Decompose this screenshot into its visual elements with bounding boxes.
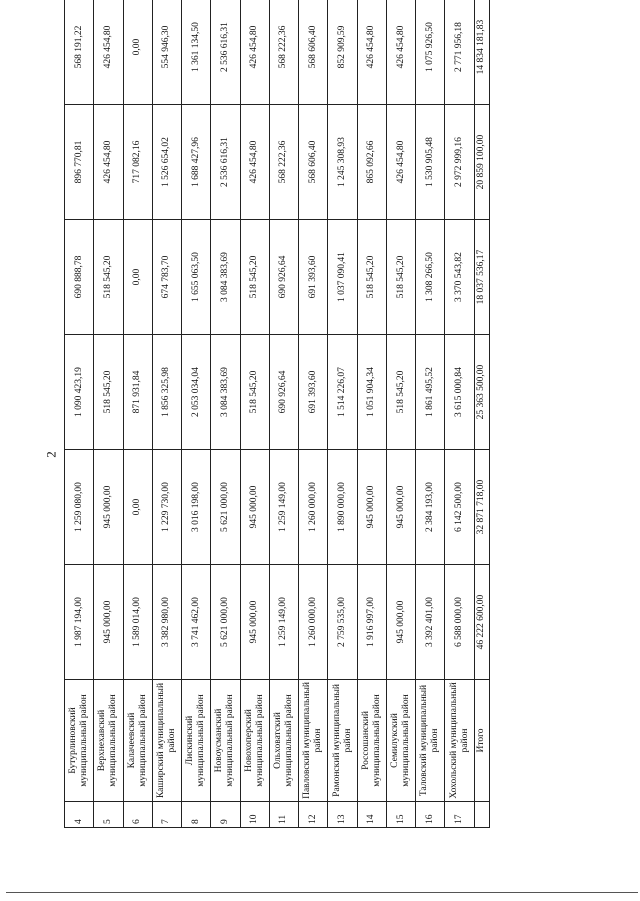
value-cell: 1 361 134,50	[182, 0, 211, 105]
value-cell: 945 000,00	[240, 565, 269, 680]
value-cell: 5 621 000,00	[211, 450, 240, 565]
value-cell: 426 454,80	[386, 105, 415, 220]
value-cell: 3 084 383,69	[211, 335, 240, 450]
value-cell: 0,00	[123, 0, 152, 105]
table-row	[445, 0, 474, 828]
value-cell: 690 926,64	[269, 220, 298, 335]
value-cell: 690 888,78	[65, 220, 94, 335]
row-number: 7	[152, 802, 181, 828]
row-number: 12	[299, 802, 328, 828]
total-value-cell: 32 871 718,00	[474, 450, 489, 565]
value-cell: 1 229 730,00	[152, 450, 181, 565]
value-cell: 896 770,81	[65, 105, 94, 220]
table-row	[152, 0, 181, 828]
district-name: Бутурлиновский муниципальный район	[65, 680, 94, 802]
value-cell: 1 526 654,02	[152, 105, 181, 220]
value-cell: 3 392 401,00	[416, 565, 445, 680]
total-number-cell	[474, 802, 489, 828]
row-number: 11	[269, 802, 298, 828]
row-number: 6	[123, 802, 152, 828]
value-cell: 3 084 383,69	[211, 220, 240, 335]
row-number: 15	[386, 802, 415, 828]
value-cell: 1 051 904,34	[357, 335, 386, 450]
district-name: Павловский муниципальный район	[299, 680, 328, 802]
value-cell: 518 545,20	[94, 220, 123, 335]
value-cell: 674 783,70	[152, 220, 181, 335]
district-name: Россошанский муниципальный район	[357, 680, 386, 802]
value-cell: 6 588 000,00	[445, 565, 474, 680]
district-name: Лискинский муниципальный район	[182, 680, 211, 802]
value-cell: 1 655 063,50	[182, 220, 211, 335]
value-cell: 0,00	[123, 220, 152, 335]
district-name: Верхнехавский муниципальный район	[94, 680, 123, 802]
row-number: 5	[94, 802, 123, 828]
district-name: Калачеевский муниципальный район	[123, 680, 152, 802]
value-cell: 568 222,36	[269, 105, 298, 220]
row-number: 8	[182, 802, 211, 828]
value-cell: 1 589 014,00	[123, 565, 152, 680]
value-cell: 6 142 500,00	[445, 450, 474, 565]
value-cell: 3 382 980,00	[152, 565, 181, 680]
value-cell: 1 075 926,50	[416, 0, 445, 105]
total-value-cell: 18 037 536,17	[474, 220, 489, 335]
value-cell: 5 621 000,00	[211, 565, 240, 680]
value-cell: 865 092,66	[357, 105, 386, 220]
district-name: Ольховатский муниципальный район	[269, 680, 298, 802]
value-cell: 426 454,80	[240, 0, 269, 105]
value-cell: 1 856 325,98	[152, 335, 181, 450]
value-cell: 945 000,00	[240, 450, 269, 565]
value-cell: 518 545,20	[386, 335, 415, 450]
value-cell: 1 090 423,19	[65, 335, 94, 450]
value-cell: 2 053 034,04	[182, 335, 211, 450]
value-cell: 426 454,80	[94, 0, 123, 105]
value-cell: 690 926,64	[269, 335, 298, 450]
value-cell: 1 530 905,48	[416, 105, 445, 220]
table-row	[123, 0, 152, 828]
row-number: 17	[445, 802, 474, 828]
value-cell: 691 393,60	[299, 335, 328, 450]
table-row	[299, 0, 328, 828]
table-row	[94, 0, 123, 828]
value-cell: 1 987 194,00	[65, 565, 94, 680]
value-cell: 3 370 543,82	[445, 220, 474, 335]
table-row	[65, 0, 94, 828]
value-cell: 1 259 080,00	[65, 450, 94, 565]
row-number: 10	[240, 802, 269, 828]
budget-table-container	[64, 19, 490, 828]
table-row	[386, 0, 415, 828]
value-cell: 1 037 090,41	[328, 220, 357, 335]
value-cell: 518 545,20	[240, 220, 269, 335]
value-cell: 3 615 000,84	[445, 335, 474, 450]
value-cell: 871 931,84	[123, 335, 152, 450]
row-number: 16	[416, 802, 445, 828]
row-number: 9	[211, 802, 240, 828]
value-cell: 691 393,60	[299, 220, 328, 335]
value-cell: 3 741 462,00	[182, 565, 211, 680]
value-cell: 1 861 495,52	[416, 335, 445, 450]
value-cell: 426 454,80	[386, 0, 415, 105]
district-name: Новоусманский муниципальный район	[211, 680, 240, 802]
value-cell: 426 454,80	[357, 0, 386, 105]
value-cell: 945 000,00	[94, 565, 123, 680]
district-name: Семилукский муниципальный район	[386, 680, 415, 802]
value-cell: 426 454,80	[94, 105, 123, 220]
value-cell: 1 260 000,00	[299, 565, 328, 680]
value-cell: 2 771 956,18	[445, 0, 474, 105]
value-cell: 0,00	[123, 450, 152, 565]
value-cell: 945 000,00	[357, 450, 386, 565]
value-cell: 1 688 427,96	[182, 105, 211, 220]
table-row	[211, 0, 240, 828]
district-name: Хохольский муниципальный район	[445, 680, 474, 802]
district-name: Новохоперский муниципальный район	[240, 680, 269, 802]
value-cell: 2 536 616,31	[211, 0, 240, 105]
value-cell: 1 259 149,00	[269, 450, 298, 565]
value-cell: 1 245 308,93	[328, 105, 357, 220]
budget-table	[64, 0, 490, 828]
total-label: Итого	[474, 680, 489, 802]
value-cell: 2 759 535,00	[328, 565, 357, 680]
district-name: Каширский муниципальный район	[152, 680, 181, 802]
bottom-rule	[6, 892, 638, 893]
table-row	[182, 0, 211, 828]
value-cell: 518 545,20	[240, 335, 269, 450]
table-row	[416, 0, 445, 828]
district-name: Рамонский муниципальный район	[328, 680, 357, 802]
row-number: 13	[328, 802, 357, 828]
value-cell: 568 606,40	[299, 0, 328, 105]
value-cell: 568 191,22	[65, 0, 94, 105]
value-cell: 1 260 000,00	[299, 450, 328, 565]
value-cell: 518 545,20	[357, 220, 386, 335]
value-cell: 1 514 226,07	[328, 335, 357, 450]
total-row	[474, 0, 489, 828]
table-row	[328, 0, 357, 828]
row-number: 4	[65, 802, 94, 828]
value-cell: 945 000,00	[386, 565, 415, 680]
table-row	[357, 0, 386, 828]
value-cell: 518 545,20	[94, 335, 123, 450]
value-cell: 568 222,36	[269, 0, 298, 105]
value-cell: 1 259 149,00	[269, 565, 298, 680]
value-cell: 2 972 999,16	[445, 105, 474, 220]
table-row	[240, 0, 269, 828]
total-value-cell: 14 834 181,83	[474, 0, 489, 105]
value-cell: 1 890 000,00	[328, 450, 357, 565]
value-cell: 2 384 193,00	[416, 450, 445, 565]
page-number: 2	[43, 451, 59, 458]
district-name: Таловский муниципальный район	[416, 680, 445, 802]
value-cell: 717 082,16	[123, 105, 152, 220]
value-cell: 554 946,30	[152, 0, 181, 105]
value-cell: 3 016 198,00	[182, 450, 211, 565]
value-cell: 945 000,00	[94, 450, 123, 565]
total-value-cell: 46 222 600,00	[474, 565, 489, 680]
value-cell: 1 916 997,00	[357, 565, 386, 680]
value-cell: 852 909,59	[328, 0, 357, 105]
value-cell: 2 536 616,31	[211, 105, 240, 220]
total-value-cell: 20 859 100,00	[474, 105, 489, 220]
table-row	[269, 0, 298, 828]
value-cell: 945 000,00	[386, 450, 415, 565]
value-cell: 426 454,80	[240, 105, 269, 220]
total-value-cell: 25 363 500,00	[474, 335, 489, 450]
row-number: 14	[357, 802, 386, 828]
value-cell: 518 545,20	[386, 220, 415, 335]
value-cell: 1 308 266,50	[416, 220, 445, 335]
value-cell: 568 606,40	[299, 105, 328, 220]
